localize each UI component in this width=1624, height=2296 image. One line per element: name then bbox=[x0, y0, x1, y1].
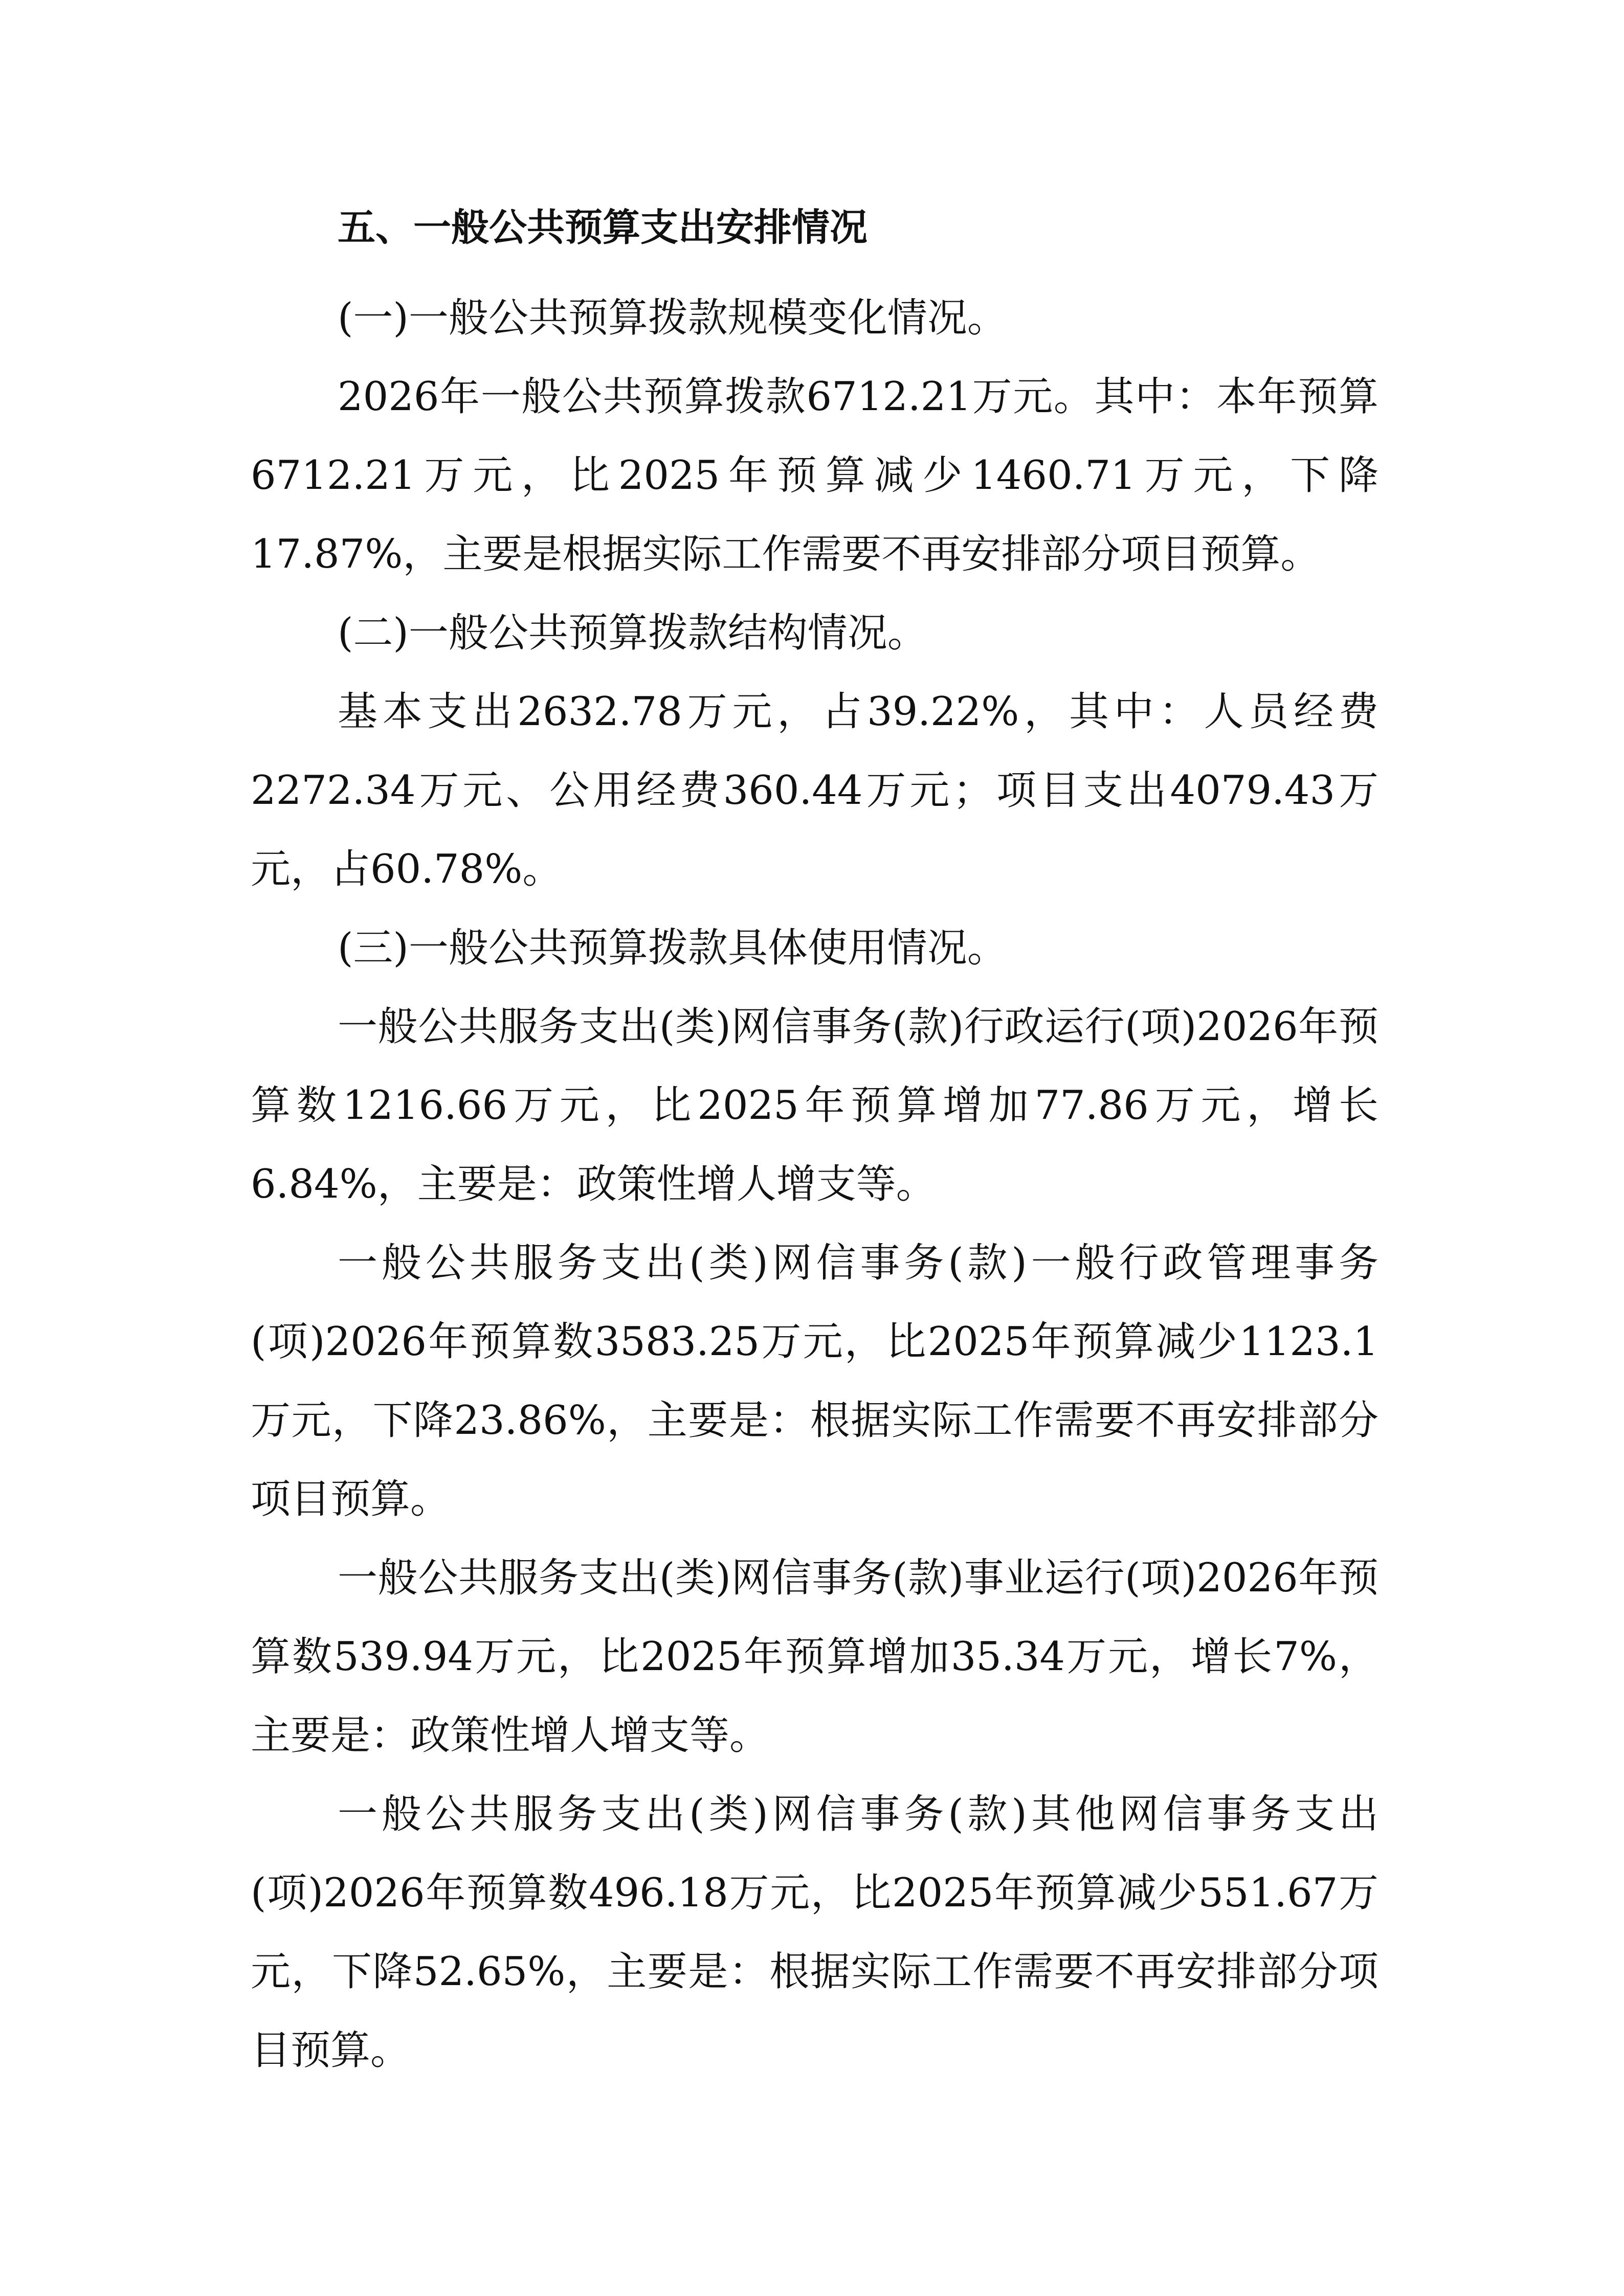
paragraph-usage-other-internet: 一般公共服务支出(类)网信事务(款)其他网信事务支出(项)2026年预算数496.18万元，比2025年预算减少551.67万元，下降52.65%，主要是：根据实际工作需要不再安排部分项目预算。 bbox=[251, 1791, 1378, 2074]
paragraph-usage-public-institution: 一般公共服务支出(类)网信事务(款)事业运行(项)2026年预算数539.94万元，比2025年预算增加35.34万元，增长7%，主要是：政策性增人增支等。 bbox=[251, 1555, 1378, 1759]
paragraph-usage-admin-management: 一般公共服务支出(类)网信事务(款)一般行政管理事务(项)2026年预算数3583.25万元，比2025年预算减少1123.1万元，下降23.86%，主要是：根据实际工作需要不再安排部分项目预算。 bbox=[251, 1240, 1378, 1522]
subsection-title-usage: (三)一般公共预算拨款具体使用情况。 bbox=[338, 925, 1007, 971]
paragraph-usage-admin-operation: 一般公共服务支出(类)网信事务(款)行政运行(项)2026年预算数1216.66万元，比2025年预算增加77.86万元，增长6.84%，主要是：政策性增人增支等。 bbox=[251, 1004, 1378, 1207]
document-body bbox=[251, 202, 1378, 2090]
subsection-title-structure: (二)一般公共预算拨款结构情况。 bbox=[338, 610, 927, 656]
paragraph-structure-detail: 基本支出2632.78万元，占39.22%，其中：人员经费2272.34万元、公用经费360.44万元；项目支出4079.43万元，占60.78%。 bbox=[251, 689, 1378, 892]
section-heading: 五、一般公共预算支出安排情况 bbox=[338, 206, 867, 250]
paragraph-scale-detail: 2026年一般公共预算拨款6712.21万元。其中：本年预算6712.21万元，比2025年预算减少1460.71万元，下降17.87%，主要是根据实际工作需要不再安排部分项目预算。 bbox=[251, 374, 1378, 577]
subsection-title-scale: (一)一般公共预算拨款规模变化情况。 bbox=[338, 295, 1007, 341]
